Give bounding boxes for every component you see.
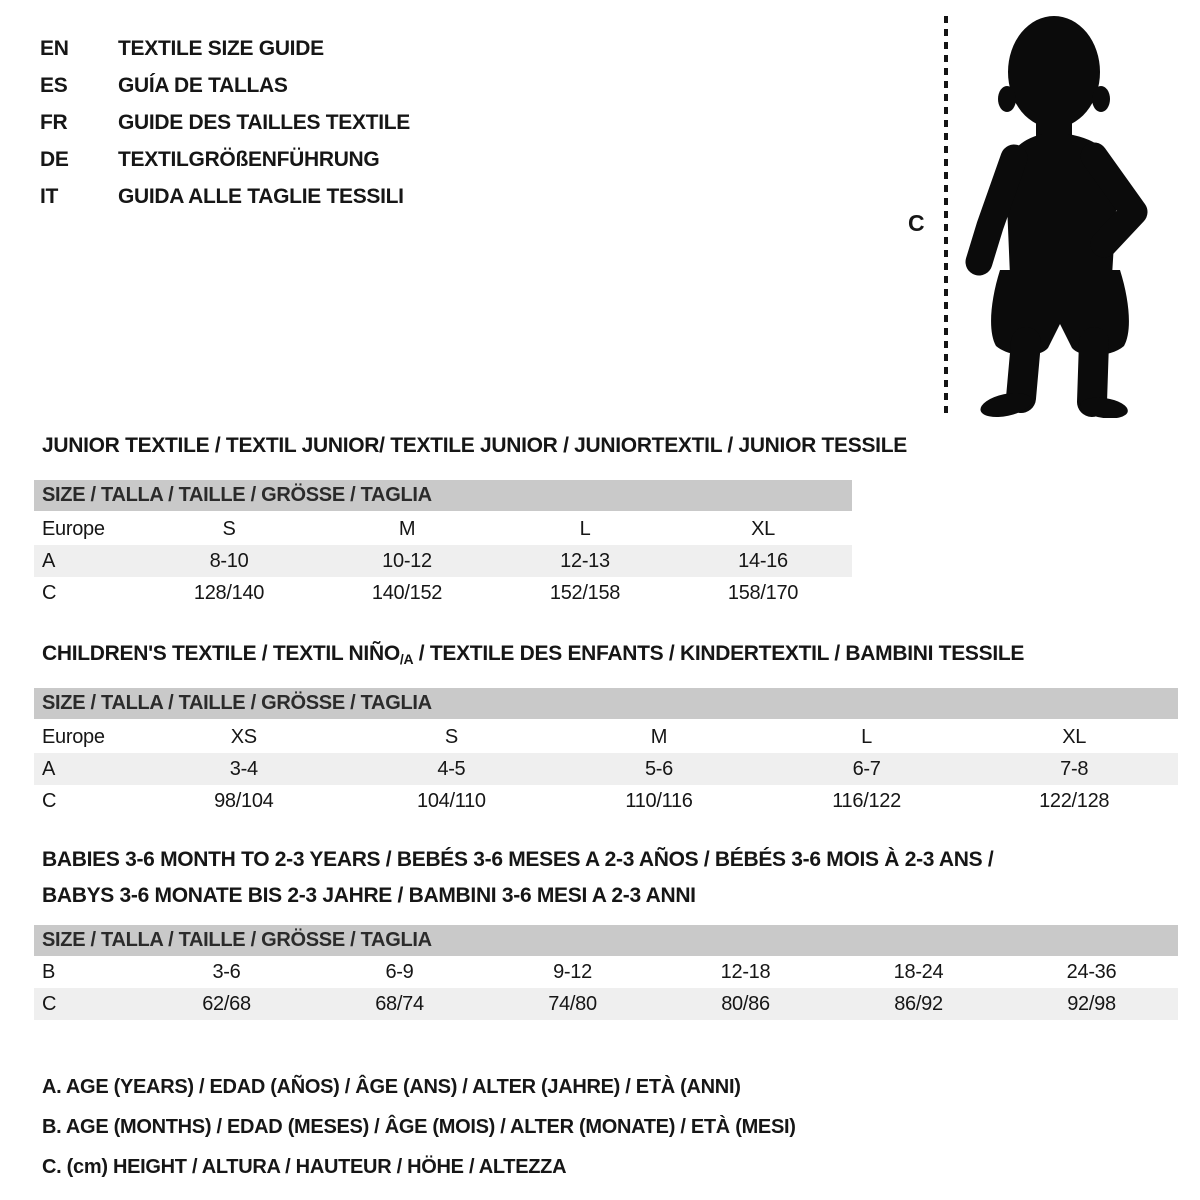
row-label: A	[42, 549, 56, 572]
row-label: B	[42, 960, 56, 983]
children-heading-sub: /A	[399, 651, 414, 667]
height-measure-label: C	[908, 210, 925, 236]
junior-section-heading: JUNIOR TEXTILE / TEXTIL JUNIOR/ TEXTILE JUNIOR / JUNIORTEXTIL / JUNIOR TESSILE	[42, 434, 907, 457]
guide-title: TEXTILE SIZE GUIDE	[118, 36, 324, 60]
language-title-list	[40, 30, 410, 215]
months-cell: 18-24	[893, 960, 944, 983]
months-cell: 12-18	[720, 960, 771, 983]
height-cell: 110/116	[625, 789, 693, 812]
children-heading-post: / TEXTILE DES ENFANTS / KINDERTEXTIL / BAMBINI TESSILE	[413, 642, 1025, 665]
table-row	[34, 956, 1178, 988]
size-cell: XL	[1062, 725, 1087, 748]
row-label: A	[42, 757, 56, 780]
junior-size-table	[34, 513, 852, 609]
babies-section-heading-line2: BABYS 3-6 MONATE BIS 2-3 JAHRE / BAMBINI 3-6 MESI A 2-3 ANNI	[42, 884, 696, 907]
age-cell: 10-12	[382, 549, 432, 572]
size-cell: L	[579, 517, 591, 540]
age-cell: 5-6	[644, 757, 673, 780]
guide-title: GUIDA ALLE TAGLIE TESSILI	[118, 184, 404, 208]
age-cell: 4-5	[437, 757, 466, 780]
age-cell: 12-13	[560, 549, 610, 572]
height-cell: 68/74	[375, 992, 424, 1015]
language-row	[40, 30, 410, 67]
children-size-header-bar: SIZE / TALLA / TAILLE / GRÖSSE / TAGLIA	[34, 688, 1178, 719]
row-label: C	[42, 992, 57, 1015]
guide-title: GUÍA DE TALLAS	[118, 73, 288, 97]
height-cell: 62/68	[202, 992, 251, 1015]
children-size-table	[34, 721, 1178, 817]
language-row	[40, 67, 410, 104]
size-cell: S	[222, 517, 236, 540]
size-cell: M	[650, 725, 668, 748]
language-code: FR	[40, 110, 68, 134]
guide-title: TEXTILGRÖßENFÜHRUNG	[118, 147, 380, 171]
silhouette-ear-left	[998, 86, 1016, 112]
babies-size-header-bar: SIZE / TALLA / TAILLE / GRÖSSE / TAGLIA	[34, 925, 1178, 956]
language-code: DE	[40, 147, 69, 171]
silhouette-head	[1008, 16, 1100, 128]
height-cell: 158/170	[727, 581, 799, 604]
months-cell: 3-6	[212, 960, 241, 983]
language-row	[40, 141, 410, 178]
height-cell: 116/122	[832, 789, 901, 812]
size-cell: S	[444, 725, 458, 748]
children-heading-pre: CHILDREN'S TEXTILE / TEXTIL NIÑO	[42, 642, 400, 665]
height-cell: 74/80	[548, 992, 597, 1015]
language-code: EN	[40, 36, 69, 60]
age-cell: 3-4	[229, 757, 258, 780]
row-label: C	[42, 789, 57, 812]
babies-size-table	[34, 956, 1178, 1020]
footnote-age-months: B. AGE (MONTHS) / EDAD (MESES) / ÂGE (MOIS) / ALTER (MONATE) / ETÀ (MESI)	[42, 1116, 796, 1138]
footnote-age-years: A. AGE (YEARS) / EDAD (AÑOS) / ÂGE (ANS) / ALTER (JAHRE) / ETÀ (ANNI)	[42, 1076, 741, 1098]
months-cell: 24-36	[1066, 960, 1117, 983]
height-cell: 86/92	[894, 992, 943, 1015]
babies-section-heading-line1: BABIES 3-6 MONTH TO 2-3 YEARS / BEBÉS 3-6 MESES A 2-3 AÑOS / BÉBÉS 3-6 MOIS À 2-3 ANS /	[42, 848, 994, 871]
months-cell: 6-9	[385, 960, 414, 983]
height-cell: 80/86	[721, 992, 770, 1015]
size-cell: XS	[230, 725, 257, 748]
guide-title: GUIDE DES TAILLES TEXTILE	[118, 110, 410, 134]
toddler-silhouette-image	[962, 14, 1167, 418]
age-cell: 6-7	[852, 757, 881, 780]
table-row	[34, 577, 852, 609]
height-cell: 98/104	[214, 789, 274, 812]
age-cell: 8-10	[209, 549, 249, 572]
silhouette-arm-left	[979, 158, 1014, 262]
age-cell: 14-16	[738, 549, 788, 572]
height-cell: 92/98	[1067, 992, 1116, 1015]
footnote-height-cm: C. (cm) HEIGHT / ALTURA / HAUTEUR / HÖHE / ALTEZZA	[42, 1156, 567, 1178]
language-row	[40, 104, 410, 141]
size-cell: M	[398, 517, 416, 540]
silhouette-ear-right	[1092, 86, 1110, 112]
language-code: ES	[40, 73, 68, 97]
children-section-heading	[42, 642, 1024, 667]
table-row	[34, 753, 1178, 785]
table-row	[34, 513, 852, 545]
row-label: Europe	[42, 517, 105, 540]
height-cell: 140/152	[371, 581, 443, 604]
table-row	[34, 721, 1178, 753]
months-cell: 9-12	[553, 960, 592, 983]
row-label: Europe	[42, 725, 105, 748]
height-cell: 122/128	[1039, 789, 1110, 812]
height-cell: 104/110	[417, 789, 486, 812]
size-cell: XL	[751, 517, 775, 540]
language-code: IT	[40, 184, 59, 208]
silhouette-leg-left	[1021, 342, 1026, 398]
height-cell: 152/158	[549, 581, 621, 604]
height-measure-dashed-line	[944, 16, 948, 418]
age-cell: 7-8	[1060, 757, 1089, 780]
silhouette-leg-right	[1092, 342, 1094, 402]
size-cell: L	[861, 725, 872, 748]
height-cell: 128/140	[193, 581, 265, 604]
table-row	[34, 545, 852, 577]
table-row	[34, 785, 1178, 817]
language-row	[40, 178, 410, 215]
row-label: C	[42, 581, 57, 604]
junior-size-header-bar: SIZE / TALLA / TAILLE / GRÖSSE / TAGLIA	[34, 480, 852, 511]
table-row	[34, 988, 1178, 1020]
